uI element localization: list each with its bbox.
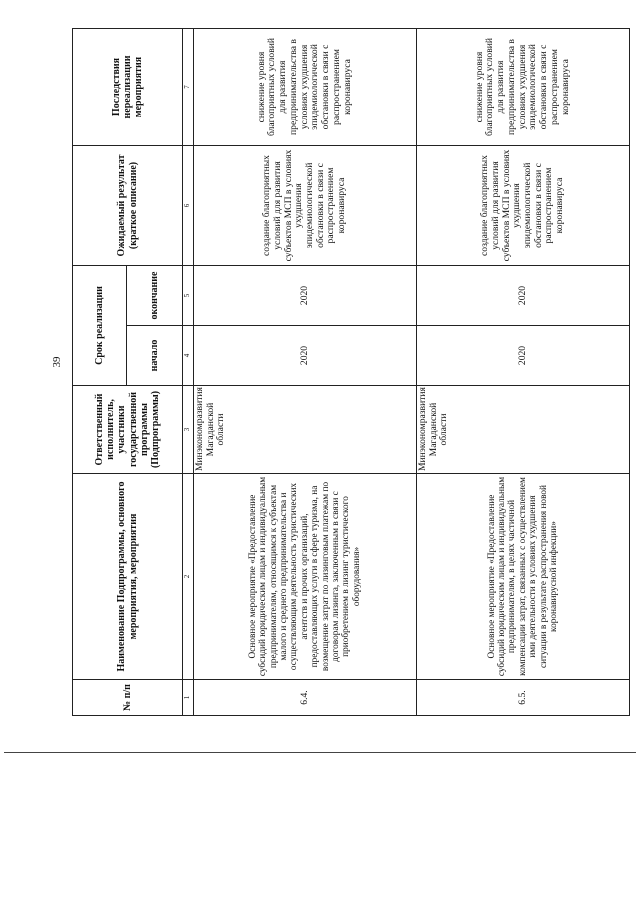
row-name: Основное мероприятие «Предоставление субсидий юридическим лицам и индивидуальным предпринимателям, относящимся к субъектам малого и среднего предпринимательства и осуществляющим деятельность туристических агентств и прочих организаций, предоставляющих услуги в сфере туризма, на возмещение затрат по лизинговым платежам по договорам лизинга, заключенным в связи с приобретением в лизинг туристического оборудования» [194,474,417,680]
program-measures-table [72,28,630,716]
row-num: 6.4. [194,680,417,716]
row-end: 2020 [417,266,630,326]
row-name: Основное мероприятие «Предоставление субсидий юридическим лицам и индивидуальным предпринимателям, в целях частичной компенсации затрат, связанных с осуществлением ими деятельности в условиях ухудшения ситуации в результате распространения новой коронавирусной инфекции» [417,474,630,680]
row-consequences: снижение уровня благоприятных условий для развития предпринимательства в условиях ухудшения эпидемиологической обстановки в связи с распространением коронавируса [194,29,417,146]
row-start: 2020 [194,326,417,386]
row-result: создание благоприятных условий для развития субъектов МСП в условиях ухудшения эпидемиологической обстановки в связи с распространением коронавируса [417,146,630,266]
table-row [417,29,630,716]
column-number: 4 [183,326,194,386]
column-number: 5 [183,266,194,326]
row-start: 2020 [417,326,630,386]
header-start: начало [127,326,183,386]
rotated-table-container [72,29,629,716]
column-number: 6 [183,146,194,266]
column-number: 7 [183,29,194,146]
row-end: 2020 [194,266,417,326]
page-separator-line [4,752,636,753]
row-result: создание благоприятных условий для развития субъектов МСП в условиях ухудшения эпидемиологической обстановки в связи с распространением коронавируса [194,146,417,266]
header-num: № п/п [73,680,183,716]
page-number: 39 [51,356,63,368]
row-executor: Минэкономразвития Магаданской области [194,386,417,474]
row-executor: Минэкономразвития Магаданской области [417,386,630,474]
column-number: 1 [183,680,194,716]
column-number: 3 [183,386,194,474]
header-name: Наименование Подпрограммы, основного мероприятия, мероприятия [73,474,183,680]
header-period: Срок реализации [73,266,127,386]
header-result: Ожидаемый результат (краткое описание) [73,146,183,266]
row-consequences: снижение уровня благоприятных условий для развития предпринимательства в условиях ухудшения эпидемиологической обстановки в связи с распространением коронавируса [417,29,630,146]
table-row [194,29,417,716]
header-executor: Ответственный исполнитель, участники государственной программы (Подпрограммы) [73,386,183,474]
row-num: 6.5. [417,680,630,716]
header-end: окончание [127,266,183,326]
header-consequences: Последствия нереализации мероприятия [73,29,183,146]
column-number: 2 [183,474,194,680]
